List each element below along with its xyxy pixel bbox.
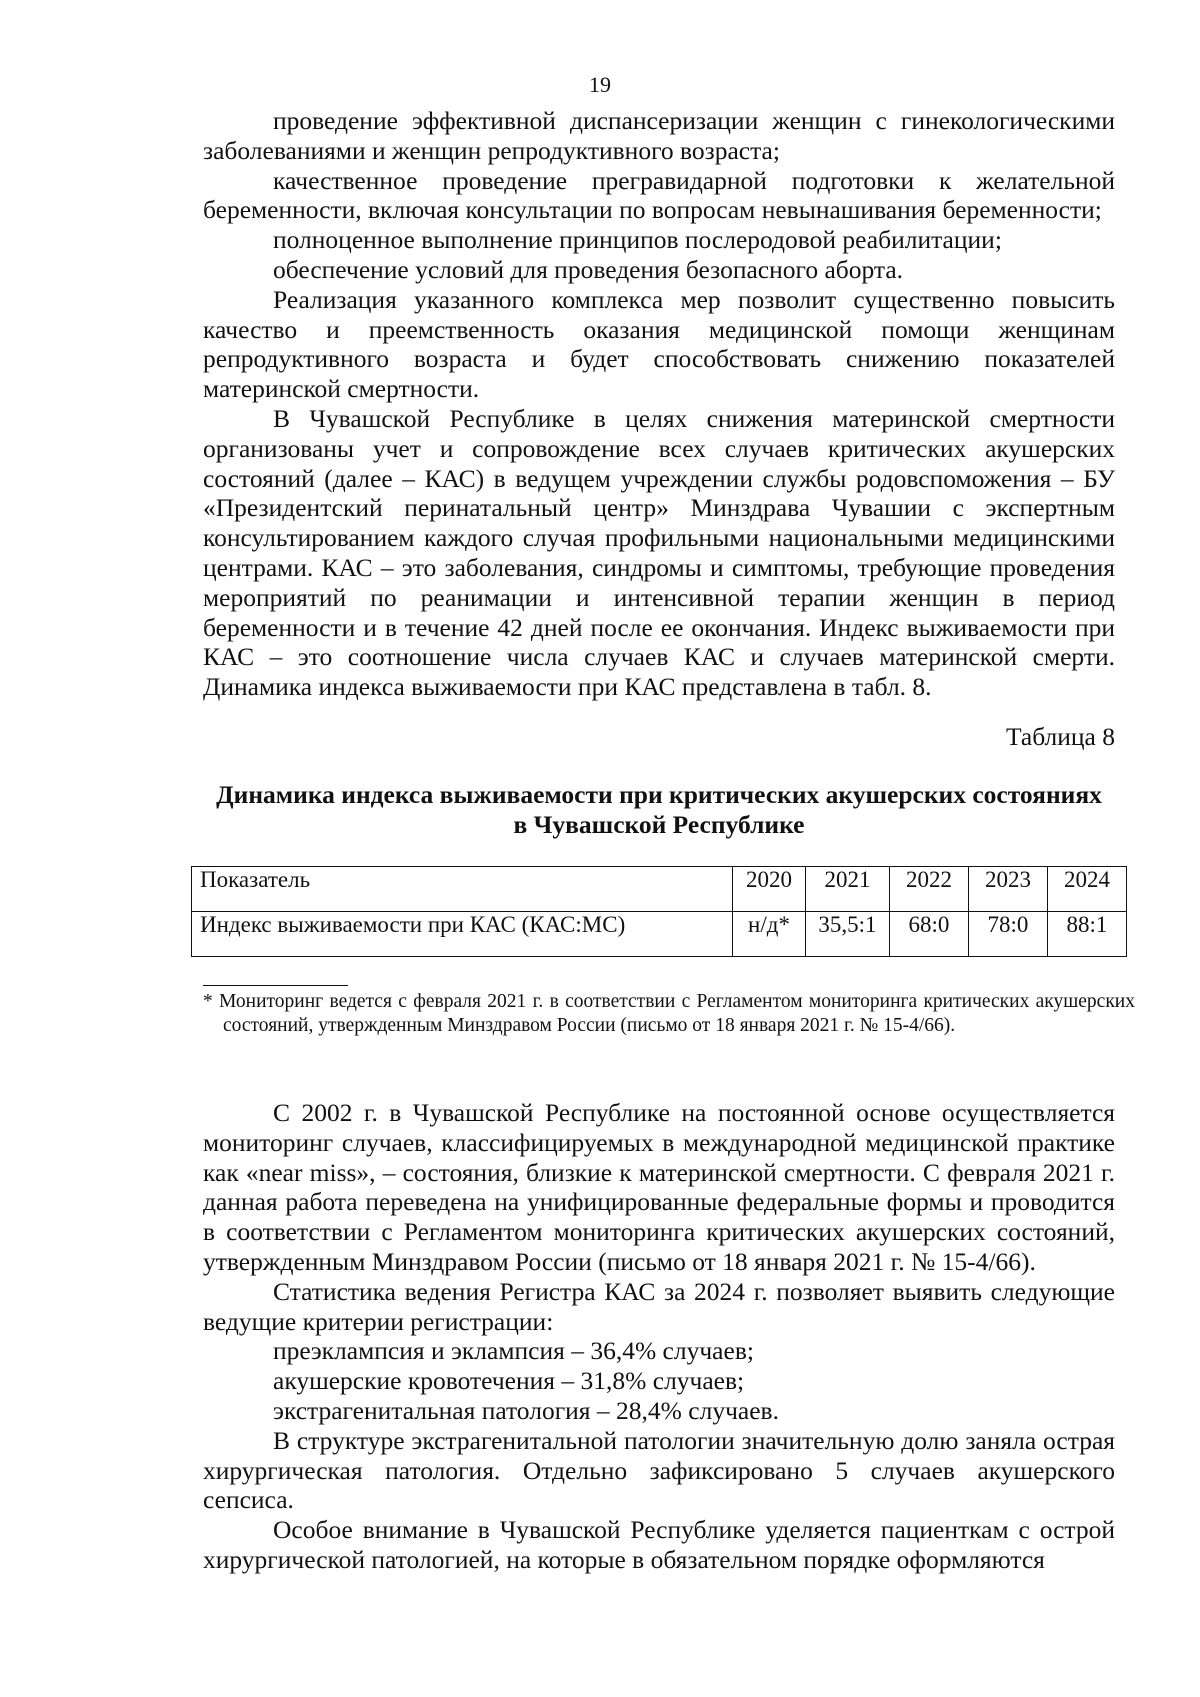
paragraph: С 2002 г. в Чувашской Республике на постоянной основе осуществляется мониторинг случаев, классифицируемых в международной медицинской практике как «near miss», – состояния, близкие к материнской смертности. С февраля 2021 г. данная работа переведена на унифицированные федеральные формы и проводится в соответствии с Регламентом мониторинга критических акушерских состояний, утвержденным Минздравом России (письмо от 18 января 2021 г. № 15-4/66).	[203, 1098, 1115, 1276]
paragraph: В структуре экстрагенитальной патологии значительную долю заняла острая хирургическая патология. Отдельно зафиксировано 5 случаев акушерского сепсиса.	[203, 1425, 1115, 1515]
table-header-row	[192, 867, 1127, 912]
paragraph: полноценное выполнение принципов послеродовой реабилитации;	[273, 225, 1002, 255]
list-item: экстрагенитальная патология – 28,4% случаев.	[273, 1395, 779, 1425]
body-text-top	[203, 106, 1115, 702]
table-header-cell: 2021	[806, 867, 890, 912]
table-header-cell: 2023	[969, 867, 1048, 912]
table-cell: 68:0	[890, 912, 969, 957]
paragraph: качественное проведение прегравидарной подготовки к желательной беременности, включая консультации по вопросам невынашивания беременности;	[203, 165, 1115, 225]
list-item: акушерские кровотечения – 31,8% случаев;	[273, 1366, 745, 1396]
body-text-bottom	[203, 1098, 1115, 1575]
table-header-cell: 2024	[1048, 867, 1127, 912]
paragraph: Особое внимание в Чувашской Республике уделяется пациенткам с острой хирургической патологией, на которые в обязательном порядке оформляются	[203, 1515, 1115, 1574]
table-title	[203, 780, 1115, 840]
table-cell: 35,5:1	[806, 912, 890, 957]
table-header-cell: Показатель	[192, 867, 733, 912]
table-cell: н/д*	[733, 912, 806, 957]
paragraph: Статистика ведения Регистра КАС за 2024 г. позволяет выявить следующие ведущие критерии регистрации:	[203, 1276, 1115, 1336]
table-label: Таблица 8	[1005, 722, 1115, 751]
footnote: * Мониторинг ведется с февраля 2021 г. в соответствии с Регламентом мониторинга критических акушерских состояний, утвержденным Минздравом России (письмо от 18 января 2021 г. № 15-4/66).	[203, 991, 1135, 1036]
table-cell: 88:1	[1048, 912, 1127, 957]
list-item: преэклампсия и эклампсия – 36,4% случаев;	[273, 1336, 754, 1366]
paragraph: обеспечение условий для проведения безопасного аборта.	[273, 254, 904, 284]
paragraph: Реализация указанного комплекса мер позволит существенно повысить качество и преемственность оказания медицинской помощи женщинам репродуктивного возраста и будет способствовать снижению показателей материнской смертности.	[203, 284, 1115, 404]
table-cell: 78:0	[969, 912, 1048, 957]
paragraph: проведение эффективной диспансеризации женщин с гинекологическими заболеваниями и женщин репродуктивного возраста;	[203, 106, 1115, 165]
table-row	[192, 912, 1127, 957]
table-cell: Индекс выживаемости при КАС (КАС:МС)	[192, 912, 733, 957]
paragraph: В Чувашской Республике в целях снижения материнской смертности организованы учет и сопровождение всех случаев критических акушерских состояний (далее – КАС) в ведущем учреждении службы родовспоможения – БУ «Президентский перинатальный центр» Минздрава Чувашии с экспертным консультированием каждого случая профильными национальными медицинскими центрами. КАС – это заболевания, синдромы и симптомы, требующие проведения мероприятий по реанимации и интенсивной терапии женщин в период беременности и в течение 42 дней после ее окончания. Индекс выживаемости при КАС – это соотношение числа случаев КАС и случаев материнской смерти. Динамика индекса выживаемости при КАС представлена в табл. 8.	[203, 403, 1115, 702]
survival-index-table	[191, 866, 1127, 957]
table-header-cell: 2022	[890, 867, 969, 912]
table-header-cell: 2020	[733, 867, 806, 912]
page-number: 19	[589, 72, 611, 97]
footnote-separator	[203, 985, 348, 986]
table-title-line: Динамика индекса выживаемости при критических акушерских состояниях	[216, 780, 1102, 809]
table-title-line: в Чувашской Республике	[513, 810, 805, 839]
